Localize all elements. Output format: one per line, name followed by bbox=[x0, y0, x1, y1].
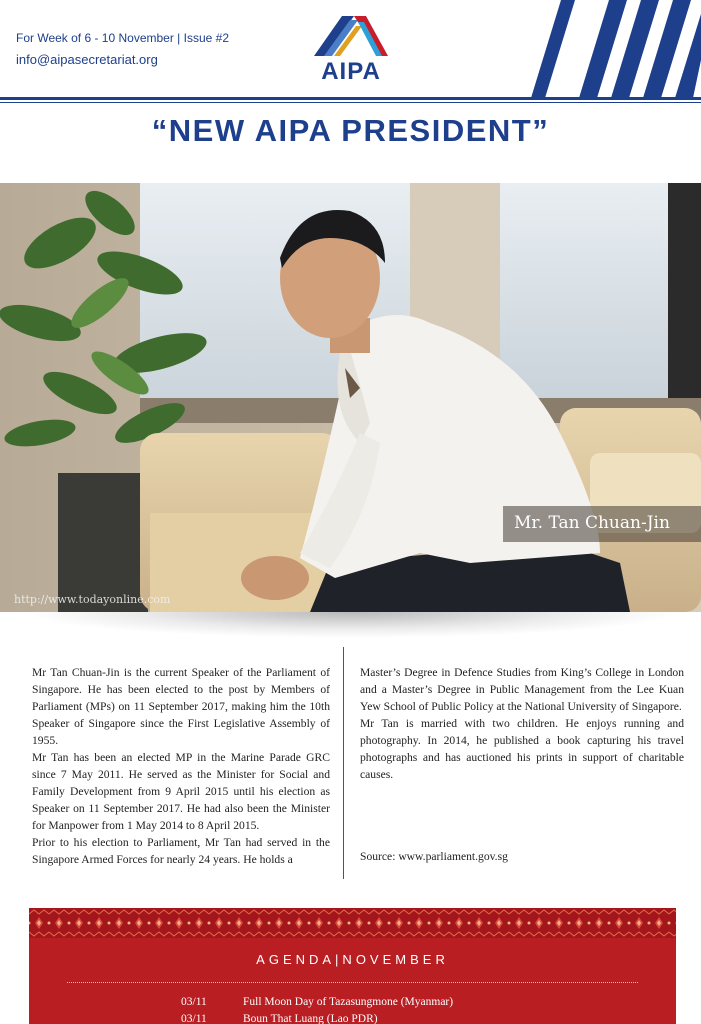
contact-email-link[interactable]: info@aipasecretariat.org bbox=[16, 52, 158, 67]
agenda-panel bbox=[29, 908, 676, 1024]
photo-shadow bbox=[20, 612, 681, 638]
article-paragraph: Mr Tan has been an elected MP in the Marine Parade GRC since 7 May 2011. He served as the Minister for Social and Family Development from 9 April 2015 until his election as Speaker on 11 September 2017. He had also been the Minister for Manpower from 1 May 2014 to 8 April 2015. bbox=[32, 751, 330, 832]
photo-credit: http://www.todayonline.com bbox=[14, 593, 171, 606]
agenda-divider bbox=[67, 982, 638, 983]
aipa-logo bbox=[296, 14, 406, 84]
article-column-left bbox=[32, 664, 330, 868]
photo-illustration bbox=[0, 183, 701, 612]
agenda-title: AGENDA|NOVEMBER bbox=[256, 952, 449, 967]
column-divider bbox=[343, 647, 344, 879]
agenda-date: 03/11 bbox=[181, 1013, 207, 1024]
article-paragraph: Mr Tan Chuan-Jin is the current Speaker of the Parliament of Singapore. He has been elected to the post by Members of Parliament (MPs) on 11 September 2017, making him the 10th Speaker of Singapore since the First Legislative Assembly of 1955. bbox=[32, 666, 330, 747]
issue-line: For Week of 6 - 10 November | Issue #2 bbox=[16, 31, 229, 45]
header-rule bbox=[0, 97, 701, 100]
agenda-date: 03/11 bbox=[181, 996, 207, 1008]
header-rule-thin bbox=[0, 102, 701, 103]
agenda-pattern-band bbox=[29, 908, 676, 938]
president-photo bbox=[0, 183, 701, 612]
source-link[interactable]: Source: www.parliament.gov.sg bbox=[360, 850, 508, 863]
newsletter-header bbox=[0, 0, 701, 104]
agenda-event: Boun That Luang (Lao PDR) bbox=[243, 1013, 378, 1024]
aipa-logo-mark-icon bbox=[296, 14, 406, 58]
article-title: “NEW AIPA PRESIDENT” bbox=[151, 113, 550, 148]
logo-wordmark: AIPA bbox=[321, 58, 381, 85]
article-paragraph: Prior to his election to Parliament, Mr Tan had served in the Singapore Armed Forces for nearly 24 years. He holds a bbox=[32, 836, 330, 866]
article-paragraph: Mr Tan is married with two children. He enjoys running and photography. In 2014, he published a book capturing his travel photographs and has auctioned his prints in support of charitable causes. bbox=[360, 717, 684, 781]
photo-caption: Mr. Tan Chuan-Jin bbox=[514, 513, 670, 533]
article-paragraph: Master’s Degree in Defence Studies from King’s College in London and a Master’s Degree in Public Management from the Lee Kuan Yew School of Public Policy at the National University of Singapore. bbox=[360, 666, 684, 713]
decorative-stripes bbox=[531, 0, 701, 98]
agenda-event: Full Moon Day of Tazasungmone (Myanmar) bbox=[243, 996, 454, 1008]
article-column-right bbox=[360, 664, 684, 783]
